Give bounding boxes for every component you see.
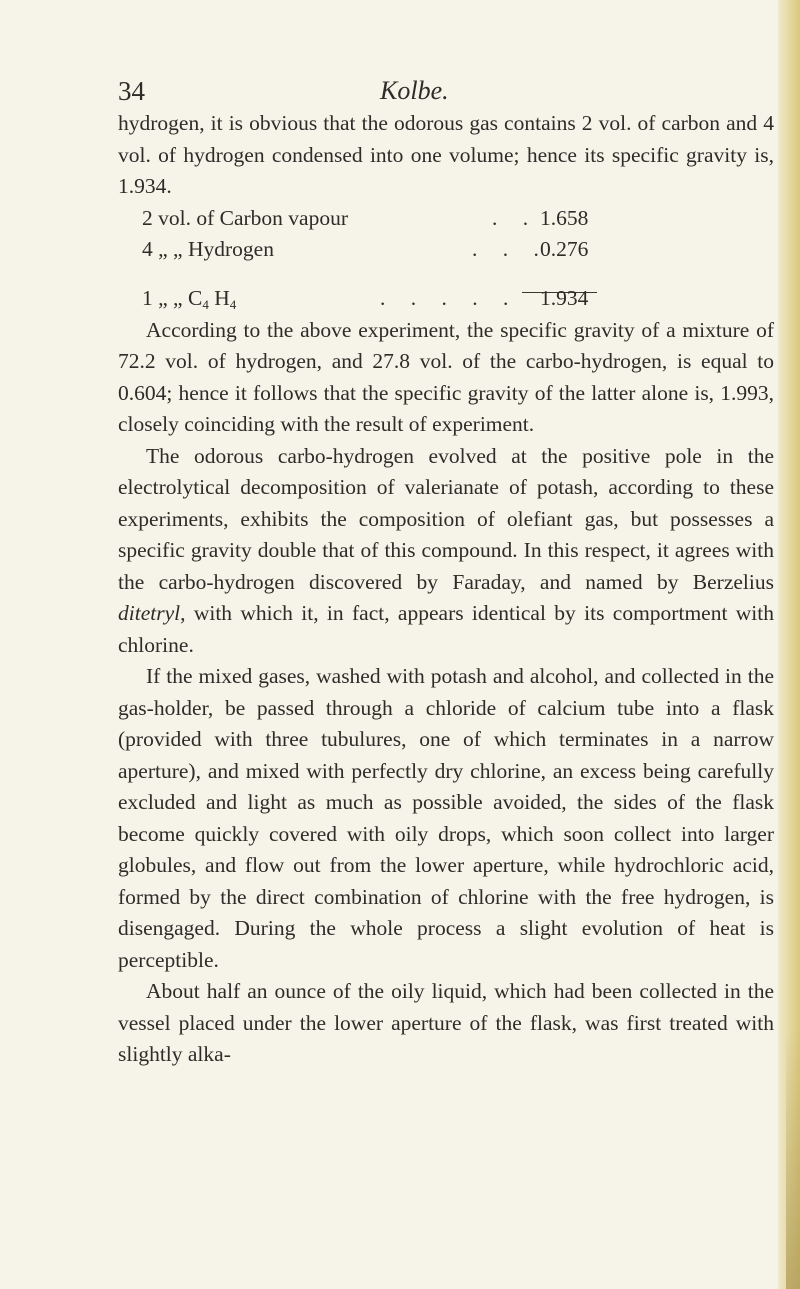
page-edge-shadow	[786, 1029, 800, 1289]
paragraph-3: The odorous carbo-hydrogen evolved at the positive pole in the electrolytical decomposition of valerianate of potash, according to these experiments, exhibits the composition of olefiant gas, but possesses a specific gravity double that of this compound. In this respect, it agrees with the carbo-hydrogen discovered by Faraday, and named by Berzelius ditetryl, with which it, in fact, appears identical by its comportment with chlorine.	[118, 443, 774, 657]
paragraph-5: About half an ounce of the oily liquid, which had been collected in the vessel placed under the lower aperture of the flask, was first treated with slightly alka-	[118, 979, 774, 1066]
calc-leader-dots: . .	[492, 205, 539, 230]
paragraph-4: If the mixed gases, washed with potash and alcohol, and collected in the gas-holder, be passed through a chloride of calcium tube into a flask (provided with three tubulures, one of which terminates in a narrow aperture), and mixed with perfectly dry chlorine, an excess being carefully excluded and light as much as possible avoided, the sides of the flask become quickly covered with oily drops, which soon collect into larger globules, and flow out from the lower aperture, while hydrochloric acid, formed by the direct combination of chlorine with the free hydrogen, is disengaged. During the whole process a slight evolution of heat is perceptible.	[118, 664, 774, 972]
calc-total-value: 1.934	[540, 285, 589, 310]
calc-label: 2 vol. of Carbon vapour	[142, 205, 349, 230]
running-head: Kolbe.	[380, 76, 449, 105]
page-header	[118, 76, 778, 106]
calc-total-label: 1 „ „ $C_4$ $H_4$	[142, 285, 237, 312]
page-number: 34	[118, 76, 145, 106]
calc-row-carbon	[142, 203, 742, 235]
paragraph-1: hydrogen, it is obvious that the odorous gas contains 2 vol. of carbon and 4 vol. of hydrogen condensed into one volume; hence its specific gravity is, 1.934.	[118, 111, 774, 198]
calc-row-hydrogen	[142, 234, 742, 266]
italic-term: ditetryl	[118, 601, 181, 625]
paragraph-2: According to the above experiment, the specific gravity of a mixture of 72.2 vol. of hydrogen, and 27.8 vol. of the carbo-hydrogen, is equal to 0.604; hence it follows that the specific gravity of the latter alone is, 1.993, closely coinciding with the result of experiment.	[118, 317, 774, 436]
calc-row-total	[142, 283, 742, 315]
calc-leader-dots: . . . . .	[380, 285, 519, 310]
page-body	[118, 108, 774, 1071]
calc-value: 1.658	[540, 205, 589, 230]
specific-gravity-calculation	[118, 203, 774, 315]
calc-value: 0.276	[540, 236, 589, 261]
calc-leader-dots: . . .	[472, 236, 549, 261]
calc-label: 4 „ „ Hydrogen	[142, 236, 274, 261]
